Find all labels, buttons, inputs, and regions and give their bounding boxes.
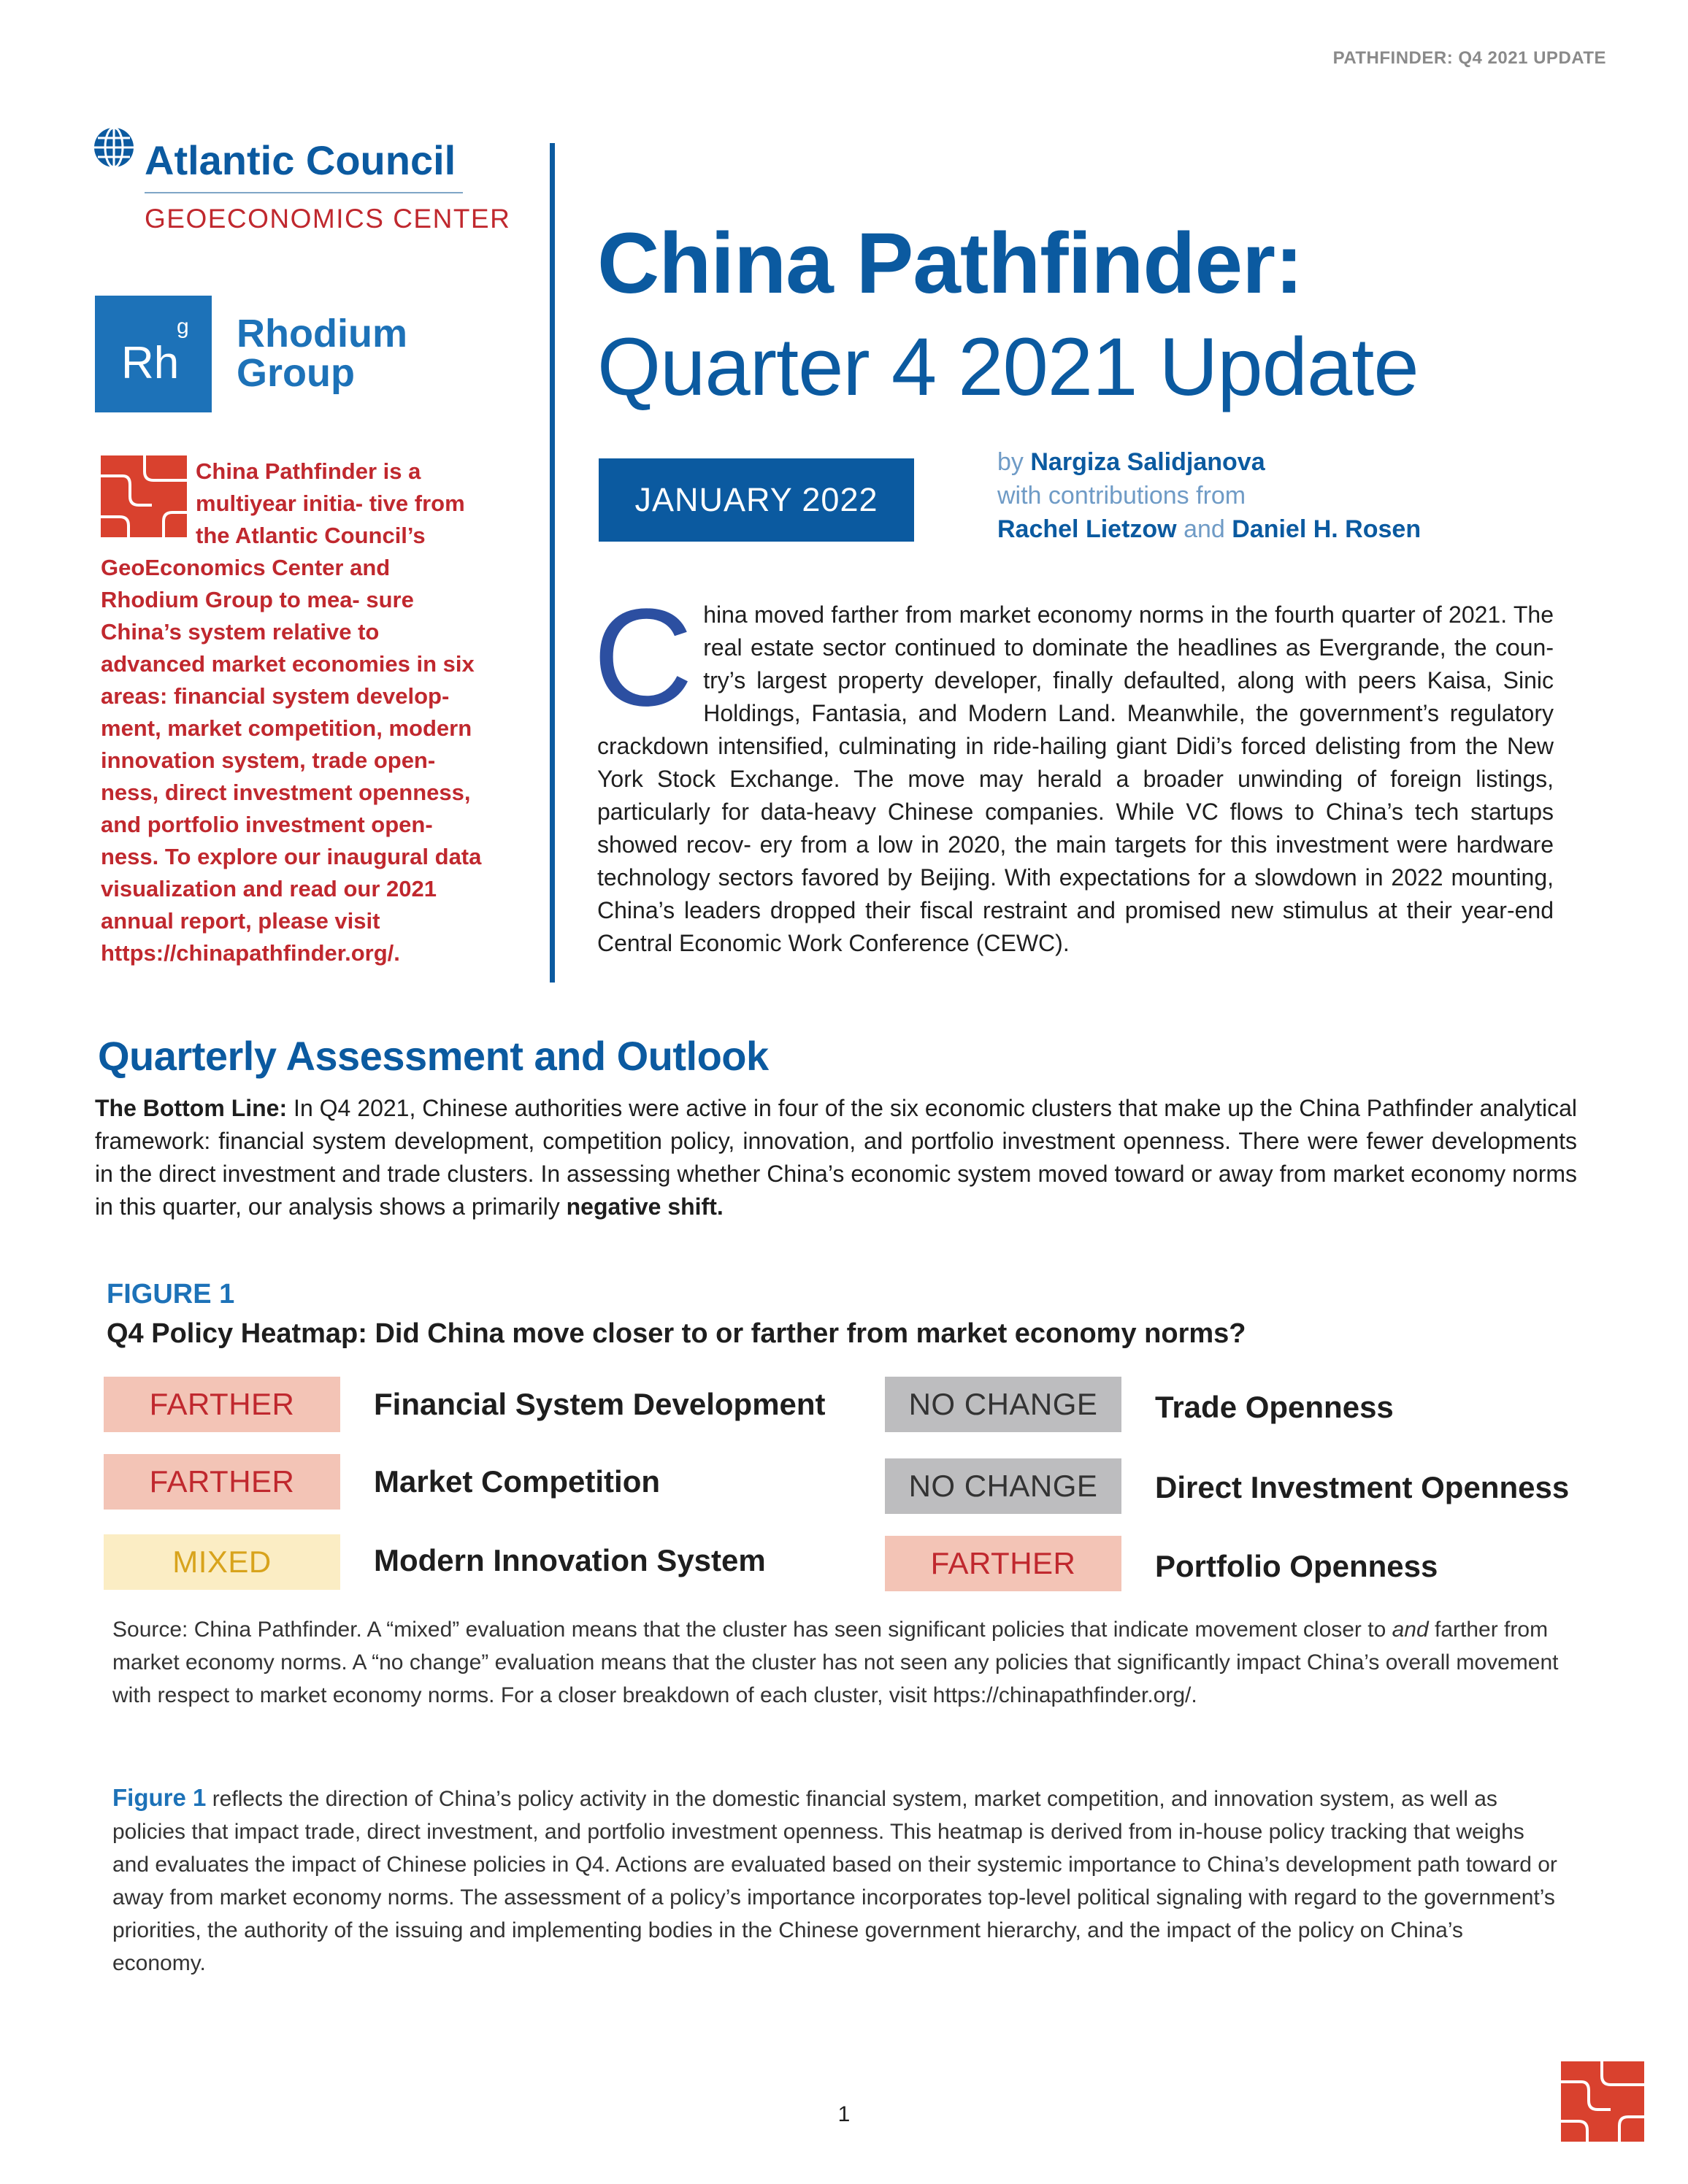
heatmap-cluster-label: Direct Investment Openness: [1155, 1470, 1570, 1504]
byline-and: and: [1183, 515, 1225, 543]
heatmap-cluster-label: Modern Innovation System: [374, 1543, 766, 1577]
bottom-line-label: The Bottom Line:: [95, 1095, 288, 1121]
bottom-line-emphasis: negative shift.: [566, 1193, 724, 1220]
vertical-divider: [550, 143, 555, 983]
figure-source-note: [112, 1613, 1573, 1712]
source-emphasis: and: [1392, 1618, 1429, 1642]
heatmap-status-badge: MIXED: [104, 1534, 340, 1590]
heatmap-status-badge: NO CHANGE: [885, 1377, 1121, 1432]
atlantic-council-name: Atlantic Council: [145, 137, 456, 183]
globe-icon: [92, 126, 136, 169]
heatmap-cluster-label: Portfolio Openness: [1155, 1549, 1438, 1583]
pathfinder-corner-icon: [1561, 2061, 1644, 2142]
date-badge: JANUARY 2022: [599, 458, 914, 542]
lead-paragraph: [593, 580, 1554, 960]
contributor-1: Rachel Lietzow: [997, 515, 1177, 543]
heatmap-cluster-label: Trade Openness: [1155, 1390, 1394, 1424]
lead-text: hina moved farther from market economy norms in the fourth quarter of 2021. The real estate sector continued to dominate the headlines as Evergrande, the coun- try’s largest property developer, finally defaulted, along with peers Kaisa, Sinic Holdings, Fantasia, and Modern Land. Meanwhile, the government’s regulatory crackdown intensified, culminating in ride-hailing giant Didi’s forced delisting from the New York Stock Exchange. The move may herald a broader unwinding of foreign listings, particularly for data-heavy Chinese companies. While VC flows to China’s tech startups showed recov- ery from a low in 2020, the main targets for this investment were hardware technology sectors favored by Beijing. With expectations for a slowdown in 2022 mounting, China’s leaders dropped their fiscal restraint and promised new stimulus at their year-end Central Economic Work Conference (CEWC).: [597, 601, 1554, 956]
figure-reference: Figure 1: [112, 1784, 207, 1811]
rhodium-mark-text: Rh: [121, 338, 180, 388]
byline: [997, 445, 1508, 546]
figure-explanation-text: reflects the direction of China’s policy activity in the domestic financial system, market competition, and innovation system, as well as policies that impact trade, direct investment, and portfolio investment openness. This heatmap is derived from in-house policy tracking that weighs and evaluates the impact of Chinese policies in Q4. Actions are evaluated based on their systemic importance to China’s development path toward or away from market economy norms. The assessment of a policy’s importance incorporates top-level political signaling with regard to the government’s priorities, the authority of the issuing and implementing bodies in the Chinese government hierarchy, and the impact of the policy on China’s economy.: [112, 1787, 1557, 1975]
figure-title: Q4 Policy Heatmap: Did China move closer to or farther from market economy norms?: [107, 1318, 1246, 1349]
intro-sidebar: [101, 455, 489, 969]
page-title-line2: Quarter 4 2021 Update: [597, 321, 1419, 412]
figure-explanation: [112, 1781, 1558, 1980]
running-header: PATHFINDER: Q4 2021 UPDATE: [1332, 48, 1606, 68]
pathfinder-maze-icon: [101, 455, 196, 537]
heatmap-status-badge: FARTHER: [104, 1377, 340, 1432]
heatmap-status-badge: FARTHER: [885, 1536, 1121, 1591]
page-number: 1: [837, 2102, 851, 2126]
bottom-line-paragraph: [95, 1092, 1577, 1223]
figure-label: FIGURE 1: [107, 1279, 235, 1310]
intro-text: China Pathfinder is a multiyear initia- tive from the Atlantic Council’s GeoEconomics Center and Rhodium Group to mea- sure China’s system relative to advanced market economies in six areas: financial system develop- ment, market competition, modern innovation system, trade open- ness, direct investment openness, and portfolio investment open- ness. To explore our inaugural data visualization and read our 2021 annual report, please visit https://chinapathfinder.org/.: [101, 458, 482, 966]
heatmap-cluster-label: Financial System Development: [374, 1387, 826, 1421]
page-title-line1: China Pathfinder:: [597, 215, 1303, 312]
contributor-2: Daniel H. Rosen: [1232, 515, 1422, 543]
rhodium-mark-superscript: g: [177, 315, 189, 339]
logo-divider: [145, 192, 463, 193]
source-text-1: Source: China Pathfinder. A “mixed” evaluation means that the cluster has seen significant policies that indicate movement closer to: [112, 1618, 1392, 1642]
source-text-2: farther from market economy norms. A “no change” evaluation means that the cluster has not seen any policies that significantly impact China’s overall movement with respect to market economy norms. For a closer breakdown of each cluster, visit: [112, 1618, 1559, 1707]
source-end: .: [1191, 1683, 1197, 1707]
rhodium-group-name: [237, 314, 426, 393]
heatmap-status-badge: NO CHANGE: [885, 1458, 1121, 1514]
source-url-link[interactable]: https://chinapathfinder.org/: [932, 1683, 1192, 1707]
section-title: Quarterly Assessment and Outlook: [98, 1033, 769, 1079]
heatmap-cluster-label: Market Competition: [374, 1464, 661, 1499]
byline-contributions: with contributions from: [997, 482, 1246, 510]
byline-by: by: [997, 448, 1024, 476]
drop-cap: C: [593, 580, 694, 735]
rhodium-name-line1: Rhodium: [237, 312, 407, 355]
author-name: Nargiza Salidjanova: [1030, 448, 1265, 476]
rhodium-name-line2: Group: [237, 351, 355, 395]
bottom-line-text: In Q4 2021, Chinese authorities were active in four of the six economic clusters that make up the China Pathfinder analytical framework: financial system development, competition policy, innovation, and portfolio investment openness. There were fewer developments in the direct investment and trade clusters. In assessing whether China’s economic system moved toward or away from market economy norms in this quarter, our analysis shows a primarily: [95, 1095, 1578, 1220]
heatmap-status-badge: FARTHER: [104, 1454, 340, 1510]
geoeconomics-center-name: GEOECONOMICS CENTER: [145, 204, 511, 234]
rhodium-logo-mark: [95, 296, 212, 412]
